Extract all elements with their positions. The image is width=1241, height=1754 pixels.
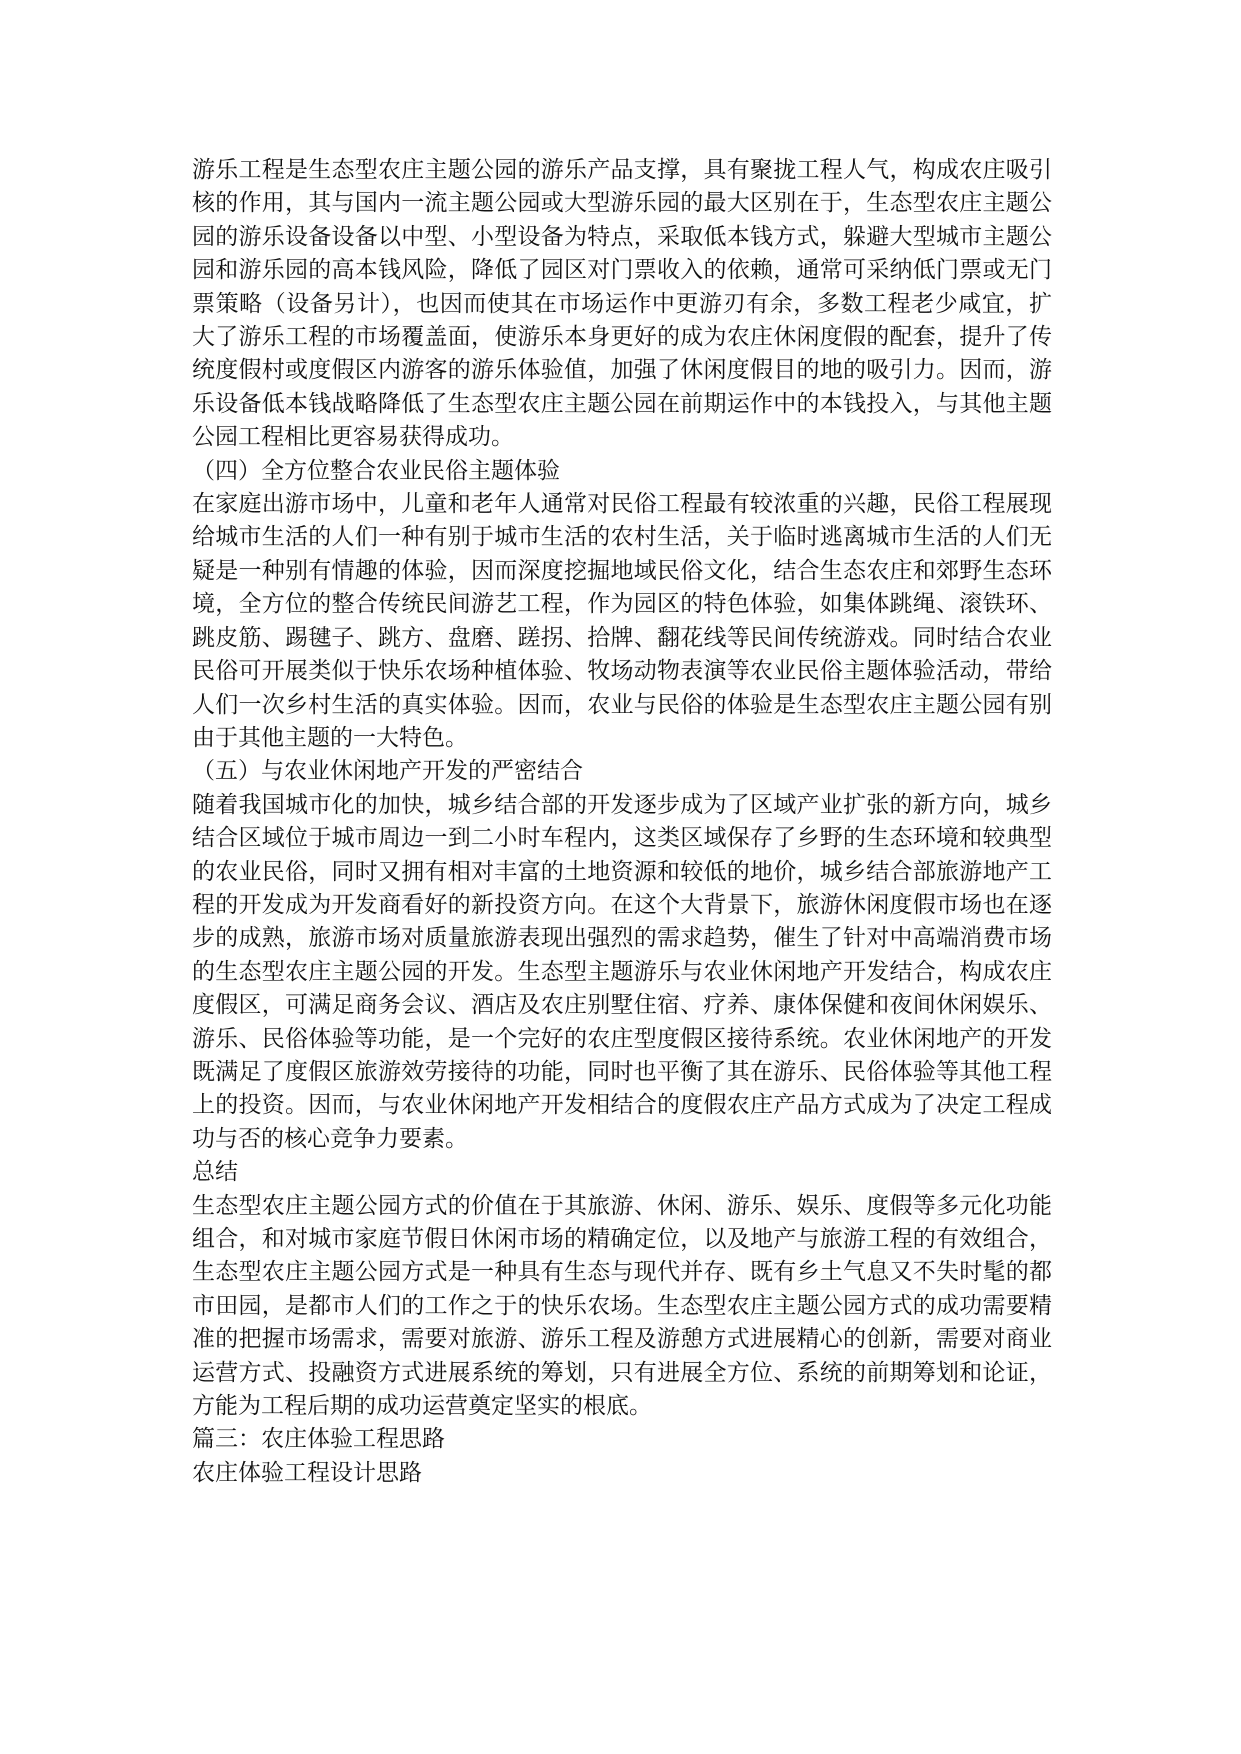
design-ideas-heading: 农庄体验工程设计思路 (192, 1459, 422, 1486)
paragraph-summary: 生态型农庄主题公园方式的价值在于其旅游、休闲、游乐、娱乐、度假等多元化功能组合，和对城市家庭节假日休闲市场的精确定位，以及地产与旅游工程的有效组合，生态型农庄主题公园方式是一种具有生态与现代并存、既有乡土气息又不失时髦的都市田园，是都市人们的工作之于的快乐农场。生态型农庄主题公园方式的成功需要精准的把握市场需求，需要对旅游、游乐工程及游憩方式进展精心的创新，需要对商业运营方式、投融资方式进展系统的筹划，只有进展全方位、系统的前期筹划和论证，方能为工程后期的成功运营奠定坚实的根底。 (192, 1192, 1052, 1420)
section-heading-four: （四）全方位整合农业民俗主题体验 (192, 457, 560, 484)
section-heading-five: （五）与农业休闲地产开发的严密结合 (192, 758, 583, 785)
paragraph-amusement: 游乐工程是生态型农庄主题公园的游乐产品支撑，具有聚拢工程人气，构成农庄吸引核的作用，其与国内一流主题公园或大型游乐园的最大区别在于，生态型农庄主题公园的游乐设备设备以中型、小型设备为特点，采取低本钱方式，躲避大型城市主题公园和游乐园的高本钱风险，降低了园区对门票收入的依赖，通常可采纳低门票或无门票策略（设备另计），也因而使其在市场运作中更游刃有余，多数工程老少咸宜，扩大了游乐工程的市场覆盖面，使游乐本身更好的成为农庄休闲度假的配套，提升了传统度假村或度假区内游客的游乐体验值，加强了休闲度假目的地的吸引力。因而，游乐设备低本钱战略降低了生态型农庄主题公园在前期运作中的本钱投入，与其他主题公园工程相比更容易获得成功。 (192, 157, 1052, 451)
summary-heading: 总结 (192, 1159, 238, 1186)
document-page (192, 154, 1052, 1490)
part-three-heading: 篇三：农庄体验工程思路 (192, 1426, 445, 1453)
paragraph-real-estate: 随着我国城市化的加快，城乡结合部的开发逐步成为了区域产业扩张的新方向，城乡结合区域位于城市周边一到二小时车程内，这类区域保存了乡野的生态环境和较典型的农业民俗，同时又拥有相对丰富的土地资源和较低的地价，城乡结合部旅游地产工程的开发成为开发商看好的新投资方向。在这个大背景下，旅游休闲度假市场也在逐步的成熟，旅游市场对质量旅游表现出强烈的需求趋势，催生了针对中高端消费市场的生态型农庄主题公园的开发。生态型主题游乐与农业休闲地产开发结合，构成农庄度假区，可满足商务会议、酒店及农庄别墅住宿、疗养、康体保健和夜间休闲娱乐、游乐、民俗体验等功能，是一个完好的农庄型度假区接待系统。农业休闲地产的开发既满足了度假区旅游效劳接待的功能，同时也平衡了其在游乐、民俗体验等其他工程上的投资。因而，与农业休闲地产开发相结合的度假农庄产品方式成为了决定工程成功与否的核心竞争力要素。 (192, 791, 1052, 1152)
paragraph-folk-experience: 在家庭出游市场中，儿童和老年人通常对民俗工程最有较浓重的兴趣，民俗工程展现给城市生活的人们一种有别于城市生活的农村生活，关于临时逃离城市生活的人们无疑是一种别有情趣的体验，因而深度挖掘地域民俗文化，结合生态农庄和郊野生态环境，全方位的整合传统民间游艺工程，作为园区的特色体验，如集体跳绳、滚铁环、跳皮筋、踢毽子、跳方、盘磨、蹉拐、拾牌、翻花线等民间传统游戏。同时结合农业民俗可开展类似于快乐农场种植体验、牧场动物表演等农业民俗主题体验活动，带给人们一次乡村生活的真实体验。因而，农业与民俗的体验是生态型农庄主题公园有别由于其他主题的一大特色。 (192, 491, 1052, 751)
